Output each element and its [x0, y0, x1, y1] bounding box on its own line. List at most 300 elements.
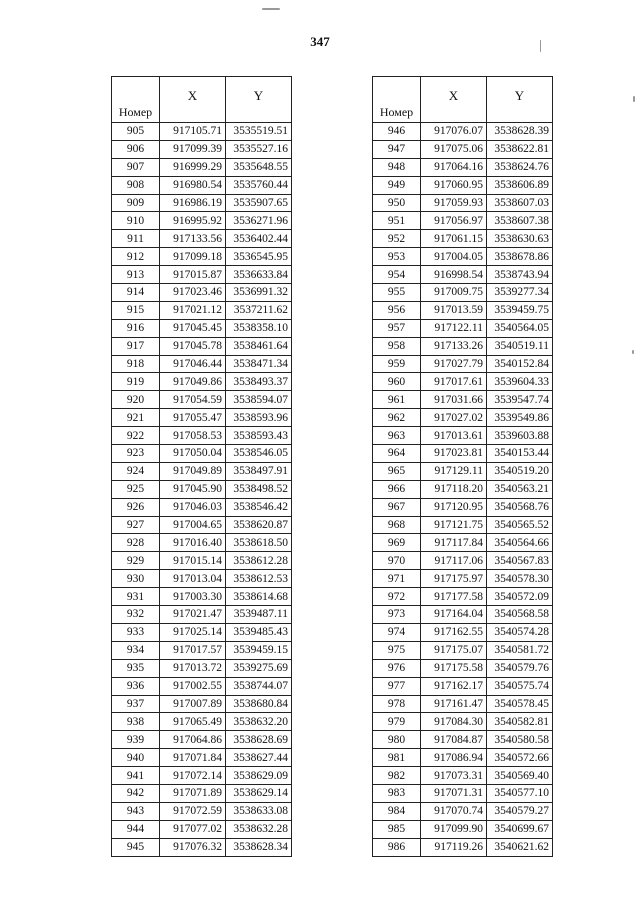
x-coordinate: 917064.86: [160, 731, 226, 749]
point-number: 952: [373, 230, 421, 248]
y-coordinate: 3537211.62: [226, 301, 292, 319]
y-coordinate: 3539603.88: [487, 427, 553, 445]
x-coordinate: 917133.56: [160, 230, 226, 248]
point-number: 950: [373, 194, 421, 212]
point-number: 983: [373, 784, 421, 802]
x-coordinate: 917065.49: [160, 713, 226, 731]
column-header-number: Номер: [112, 77, 160, 123]
point-number: 911: [112, 230, 160, 248]
point-number: 960: [373, 373, 421, 391]
x-coordinate: 917021.12: [160, 301, 226, 319]
point-number: 926: [112, 498, 160, 516]
table-row: [373, 606, 553, 624]
y-coordinate: 3538629.09: [226, 767, 292, 785]
y-coordinate: 3539549.86: [487, 409, 553, 427]
table-row: [373, 123, 553, 141]
x-coordinate: 917013.61: [421, 427, 487, 445]
point-number: 943: [112, 802, 160, 820]
x-coordinate: 917015.14: [160, 552, 226, 570]
point-number: 984: [373, 802, 421, 820]
y-coordinate: 3538546.05: [226, 445, 292, 463]
table-row: [373, 516, 553, 534]
table-row: [373, 301, 553, 319]
table-row: [373, 391, 553, 409]
y-coordinate: 3540152.84: [487, 355, 553, 373]
y-coordinate: 3538594.07: [226, 391, 292, 409]
table-row: [373, 767, 553, 785]
table-row: [373, 462, 553, 480]
table-row: [373, 623, 553, 641]
table-row: [373, 731, 553, 749]
x-coordinate: 916998.54: [421, 266, 487, 284]
table-header-row: [373, 77, 553, 123]
point-number: 935: [112, 659, 160, 677]
table-row: [373, 248, 553, 266]
y-coordinate: 3538628.39: [487, 123, 553, 141]
point-number: 938: [112, 713, 160, 731]
y-coordinate: 3538629.14: [226, 784, 292, 802]
table-row: [112, 713, 292, 731]
column-header-number: Номер: [373, 77, 421, 123]
coordinates-table-right-body: [373, 123, 553, 857]
table-row: [112, 248, 292, 266]
table-row: [112, 516, 292, 534]
point-number: 948: [373, 158, 421, 176]
x-coordinate: 917099.90: [421, 820, 487, 838]
x-coordinate: 917105.71: [160, 123, 226, 141]
x-coordinate: 917061.15: [421, 230, 487, 248]
table-row: [373, 659, 553, 677]
x-coordinate: 917164.04: [421, 606, 487, 624]
table-row: [112, 337, 292, 355]
table-row: [112, 212, 292, 230]
x-coordinate: 917084.30: [421, 713, 487, 731]
y-coordinate: 3539547.74: [487, 391, 553, 409]
point-number: 974: [373, 623, 421, 641]
x-coordinate: 917072.14: [160, 767, 226, 785]
y-coordinate: 3538498.52: [226, 480, 292, 498]
point-number: 971: [373, 570, 421, 588]
point-number: 964: [373, 445, 421, 463]
table-row: [112, 552, 292, 570]
point-number: 936: [112, 677, 160, 695]
x-coordinate: 917099.18: [160, 248, 226, 266]
x-coordinate: 917059.93: [421, 194, 487, 212]
x-coordinate: 917027.02: [421, 409, 487, 427]
table-row: [112, 480, 292, 498]
table-row: [373, 480, 553, 498]
y-coordinate: 3536633.84: [226, 266, 292, 284]
point-number: 979: [373, 713, 421, 731]
point-number: 913: [112, 266, 160, 284]
table-row: [112, 838, 292, 856]
x-coordinate: 917017.57: [160, 641, 226, 659]
x-coordinate: 917023.81: [421, 445, 487, 463]
x-coordinate: 917015.87: [160, 266, 226, 284]
point-number: 922: [112, 427, 160, 445]
x-coordinate: 917071.31: [421, 784, 487, 802]
x-coordinate: 917013.72: [160, 659, 226, 677]
y-coordinate: 3538630.63: [487, 230, 553, 248]
x-coordinate: 917045.45: [160, 319, 226, 337]
y-coordinate: 3538624.76: [487, 158, 553, 176]
table-row: [373, 498, 553, 516]
scan-speck: [540, 40, 541, 52]
y-coordinate: 3535760.44: [226, 176, 292, 194]
x-coordinate: 917058.53: [160, 427, 226, 445]
x-coordinate: 917023.46: [160, 284, 226, 302]
x-coordinate: 917177.58: [421, 588, 487, 606]
point-number: 945: [112, 838, 160, 856]
point-number: 914: [112, 284, 160, 302]
x-coordinate: 916995.92: [160, 212, 226, 230]
point-number: 973: [373, 606, 421, 624]
table-row: [373, 266, 553, 284]
y-coordinate: 3538471.34: [226, 355, 292, 373]
table-row: [112, 355, 292, 373]
x-coordinate: 917071.84: [160, 749, 226, 767]
point-number: 963: [373, 427, 421, 445]
point-number: 905: [112, 123, 160, 141]
point-number: 920: [112, 391, 160, 409]
point-number: 972: [373, 588, 421, 606]
y-coordinate: 3539604.33: [487, 373, 553, 391]
table-row: [373, 158, 553, 176]
table-row: [112, 767, 292, 785]
table-row: [112, 194, 292, 212]
x-coordinate: 917077.02: [160, 820, 226, 838]
x-coordinate: 917031.66: [421, 391, 487, 409]
y-coordinate: 3536402.44: [226, 230, 292, 248]
coordinates-table-left-body: [112, 123, 292, 857]
table-row: [373, 319, 553, 337]
table-row: [373, 212, 553, 230]
x-coordinate: 917064.16: [421, 158, 487, 176]
y-coordinate: 3540579.76: [487, 659, 553, 677]
table-row: [112, 230, 292, 248]
table-row: [373, 373, 553, 391]
x-coordinate: 917013.59: [421, 301, 487, 319]
point-number: 909: [112, 194, 160, 212]
y-coordinate: 3540582.81: [487, 713, 553, 731]
y-coordinate: 3540564.05: [487, 319, 553, 337]
point-number: 924: [112, 462, 160, 480]
y-coordinate: 3538744.07: [226, 677, 292, 695]
table-row: [112, 570, 292, 588]
point-number: 976: [373, 659, 421, 677]
x-coordinate: 917049.86: [160, 373, 226, 391]
y-coordinate: 3538612.53: [226, 570, 292, 588]
y-coordinate: 3538546.42: [226, 498, 292, 516]
x-coordinate: 917009.75: [421, 284, 487, 302]
x-coordinate: 917017.61: [421, 373, 487, 391]
x-coordinate: 917086.94: [421, 749, 487, 767]
x-coordinate: 917120.95: [421, 498, 487, 516]
table-row: [373, 641, 553, 659]
y-coordinate: 3540153.44: [487, 445, 553, 463]
y-coordinate: 3538461.64: [226, 337, 292, 355]
x-coordinate: 917027.79: [421, 355, 487, 373]
point-number: 980: [373, 731, 421, 749]
y-coordinate: 3540621.62: [487, 838, 553, 856]
point-number: 923: [112, 445, 160, 463]
y-coordinate: 3536991.32: [226, 284, 292, 302]
x-coordinate: 917046.44: [160, 355, 226, 373]
table-row: [112, 749, 292, 767]
y-coordinate: 3539459.75: [487, 301, 553, 319]
table-row: [112, 462, 292, 480]
point-number: 982: [373, 767, 421, 785]
point-number: 931: [112, 588, 160, 606]
y-coordinate: 3535519.51: [226, 123, 292, 141]
x-coordinate: 917045.78: [160, 337, 226, 355]
y-coordinate: 3540580.58: [487, 731, 553, 749]
table-row: [112, 427, 292, 445]
y-coordinate: 3538607.38: [487, 212, 553, 230]
point-number: 937: [112, 695, 160, 713]
point-number: 928: [112, 534, 160, 552]
scan-speck: [633, 96, 635, 102]
point-number: 961: [373, 391, 421, 409]
y-coordinate: 3535907.65: [226, 194, 292, 212]
y-coordinate: 3538627.44: [226, 749, 292, 767]
table-row: [373, 445, 553, 463]
x-coordinate: 917175.07: [421, 641, 487, 659]
point-number: 953: [373, 248, 421, 266]
point-number: 954: [373, 266, 421, 284]
table-row: [373, 337, 553, 355]
x-coordinate: 917084.87: [421, 731, 487, 749]
y-coordinate: 3538680.84: [226, 695, 292, 713]
point-number: 918: [112, 355, 160, 373]
y-coordinate: 3540568.76: [487, 498, 553, 516]
page-number: 347: [310, 34, 330, 49]
x-coordinate: 917016.40: [160, 534, 226, 552]
y-coordinate: 3540567.83: [487, 552, 553, 570]
x-coordinate: 917073.31: [421, 767, 487, 785]
y-coordinate: 3540564.66: [487, 534, 553, 552]
point-number: 934: [112, 641, 160, 659]
x-coordinate: 917075.06: [421, 140, 487, 158]
point-number: 951: [373, 212, 421, 230]
point-number: 958: [373, 337, 421, 355]
x-coordinate: 917055.47: [160, 409, 226, 427]
x-coordinate: 917049.89: [160, 462, 226, 480]
x-coordinate: 917133.26: [421, 337, 487, 355]
x-coordinate: 917050.04: [160, 445, 226, 463]
point-number: 932: [112, 606, 160, 624]
y-coordinate: 3540569.40: [487, 767, 553, 785]
table-row: [373, 570, 553, 588]
x-coordinate: 917161.47: [421, 695, 487, 713]
x-coordinate: 916986.19: [160, 194, 226, 212]
y-coordinate: 3539275.69: [226, 659, 292, 677]
y-coordinate: 3540578.45: [487, 695, 553, 713]
y-coordinate: 3536545.95: [226, 248, 292, 266]
table-row: [373, 355, 553, 373]
y-coordinate: 3538593.96: [226, 409, 292, 427]
y-coordinate: 3540519.11: [487, 337, 553, 355]
y-coordinate: 3538633.08: [226, 802, 292, 820]
x-coordinate: 917003.30: [160, 588, 226, 606]
table-row: [373, 552, 553, 570]
y-coordinate: 3538743.94: [487, 266, 553, 284]
x-coordinate: 917129.11: [421, 462, 487, 480]
scan-speck: [262, 8, 280, 10]
table-row: [112, 176, 292, 194]
x-coordinate: 917175.58: [421, 659, 487, 677]
coordinates-table-left: [111, 76, 292, 857]
y-coordinate: 3538493.37: [226, 373, 292, 391]
y-coordinate: 3540568.58: [487, 606, 553, 624]
x-coordinate: 917056.97: [421, 212, 487, 230]
y-coordinate: 3538678.86: [487, 248, 553, 266]
scan-speck: [632, 350, 634, 354]
y-coordinate: 3538606.89: [487, 176, 553, 194]
y-coordinate: 3538632.28: [226, 820, 292, 838]
table-row: [373, 784, 553, 802]
y-coordinate: 3540581.72: [487, 641, 553, 659]
column-header-x: X: [421, 77, 487, 123]
x-coordinate: 917119.26: [421, 838, 487, 856]
table-row: [373, 820, 553, 838]
x-coordinate: 917117.84: [421, 534, 487, 552]
x-coordinate: 917007.89: [160, 695, 226, 713]
point-number: 977: [373, 677, 421, 695]
y-coordinate: 3540519.20: [487, 462, 553, 480]
point-number: 925: [112, 480, 160, 498]
y-coordinate: 3538593.43: [226, 427, 292, 445]
table-row: [373, 695, 553, 713]
table-row: [373, 749, 553, 767]
point-number: 947: [373, 140, 421, 158]
table-row: [112, 695, 292, 713]
table-row: [373, 713, 553, 731]
point-number: 942: [112, 784, 160, 802]
x-coordinate: 917070.74: [421, 802, 487, 820]
table-row: [112, 588, 292, 606]
x-coordinate: 917045.90: [160, 480, 226, 498]
y-coordinate: 3538497.91: [226, 462, 292, 480]
table-row: [373, 176, 553, 194]
y-coordinate: 3540575.74: [487, 677, 553, 695]
x-coordinate: 917099.39: [160, 140, 226, 158]
point-number: 939: [112, 731, 160, 749]
y-coordinate: 3538620.87: [226, 516, 292, 534]
x-coordinate: 917072.59: [160, 802, 226, 820]
x-coordinate: 917004.65: [160, 516, 226, 534]
y-coordinate: 3538632.20: [226, 713, 292, 731]
table-row: [112, 373, 292, 391]
y-coordinate: 3538622.81: [487, 140, 553, 158]
y-coordinate: 3539485.43: [226, 623, 292, 641]
y-coordinate: 3540699.67: [487, 820, 553, 838]
column-header-y: Y: [487, 77, 553, 123]
table-row: [373, 409, 553, 427]
table-row: [112, 158, 292, 176]
x-coordinate: 917054.59: [160, 391, 226, 409]
table-row: [112, 802, 292, 820]
y-coordinate: 3540578.30: [487, 570, 553, 588]
table-header-row: [112, 77, 292, 123]
x-coordinate: 917175.97: [421, 570, 487, 588]
table-row: [112, 659, 292, 677]
point-number: 927: [112, 516, 160, 534]
point-number: 912: [112, 248, 160, 266]
x-coordinate: 917122.11: [421, 319, 487, 337]
point-number: 955: [373, 284, 421, 302]
table-row: [112, 731, 292, 749]
point-number: 965: [373, 462, 421, 480]
table-row: [373, 588, 553, 606]
y-coordinate: 3535648.55: [226, 158, 292, 176]
y-coordinate: 3540579.27: [487, 802, 553, 820]
y-coordinate: 3539277.34: [487, 284, 553, 302]
y-coordinate: 3540572.09: [487, 588, 553, 606]
column-header-x: X: [160, 77, 226, 123]
coordinates-table-right: [372, 76, 553, 857]
x-coordinate: 917060.95: [421, 176, 487, 194]
point-number: 940: [112, 749, 160, 767]
x-coordinate: 917021.47: [160, 606, 226, 624]
table-row: [112, 623, 292, 641]
y-coordinate: 3538612.28: [226, 552, 292, 570]
table-row: [373, 802, 553, 820]
x-coordinate: 917046.03: [160, 498, 226, 516]
point-number: 986: [373, 838, 421, 856]
point-number: 969: [373, 534, 421, 552]
x-coordinate: 916980.54: [160, 176, 226, 194]
point-number: 908: [112, 176, 160, 194]
y-coordinate: 3539487.11: [226, 606, 292, 624]
y-coordinate: 3540565.52: [487, 516, 553, 534]
point-number: 933: [112, 623, 160, 641]
y-coordinate: 3538628.69: [226, 731, 292, 749]
point-number: 981: [373, 749, 421, 767]
point-number: 906: [112, 140, 160, 158]
y-coordinate: 3540572.66: [487, 749, 553, 767]
x-coordinate: 917076.32: [160, 838, 226, 856]
y-coordinate: 3538628.34: [226, 838, 292, 856]
y-coordinate: 3538358.10: [226, 319, 292, 337]
y-coordinate: 3536271.96: [226, 212, 292, 230]
table-row: [112, 820, 292, 838]
x-coordinate: 917162.55: [421, 623, 487, 641]
point-number: 967: [373, 498, 421, 516]
point-number: 919: [112, 373, 160, 391]
point-number: 921: [112, 409, 160, 427]
point-number: 978: [373, 695, 421, 713]
table-row: [373, 284, 553, 302]
column-header-y: Y: [226, 77, 292, 123]
point-number: 915: [112, 301, 160, 319]
point-number: 957: [373, 319, 421, 337]
table-row: [373, 194, 553, 212]
table-row: [373, 230, 553, 248]
y-coordinate: 3540577.10: [487, 784, 553, 802]
y-coordinate: 3540574.28: [487, 623, 553, 641]
table-row: [373, 140, 553, 158]
y-coordinate: 3539459.15: [226, 641, 292, 659]
x-coordinate: 917118.20: [421, 480, 487, 498]
table-row: [112, 123, 292, 141]
y-coordinate: 3538618.50: [226, 534, 292, 552]
x-coordinate: 917117.06: [421, 552, 487, 570]
y-coordinate: 3540563.21: [487, 480, 553, 498]
point-number: 970: [373, 552, 421, 570]
table-row: [112, 409, 292, 427]
table-row: [373, 534, 553, 552]
